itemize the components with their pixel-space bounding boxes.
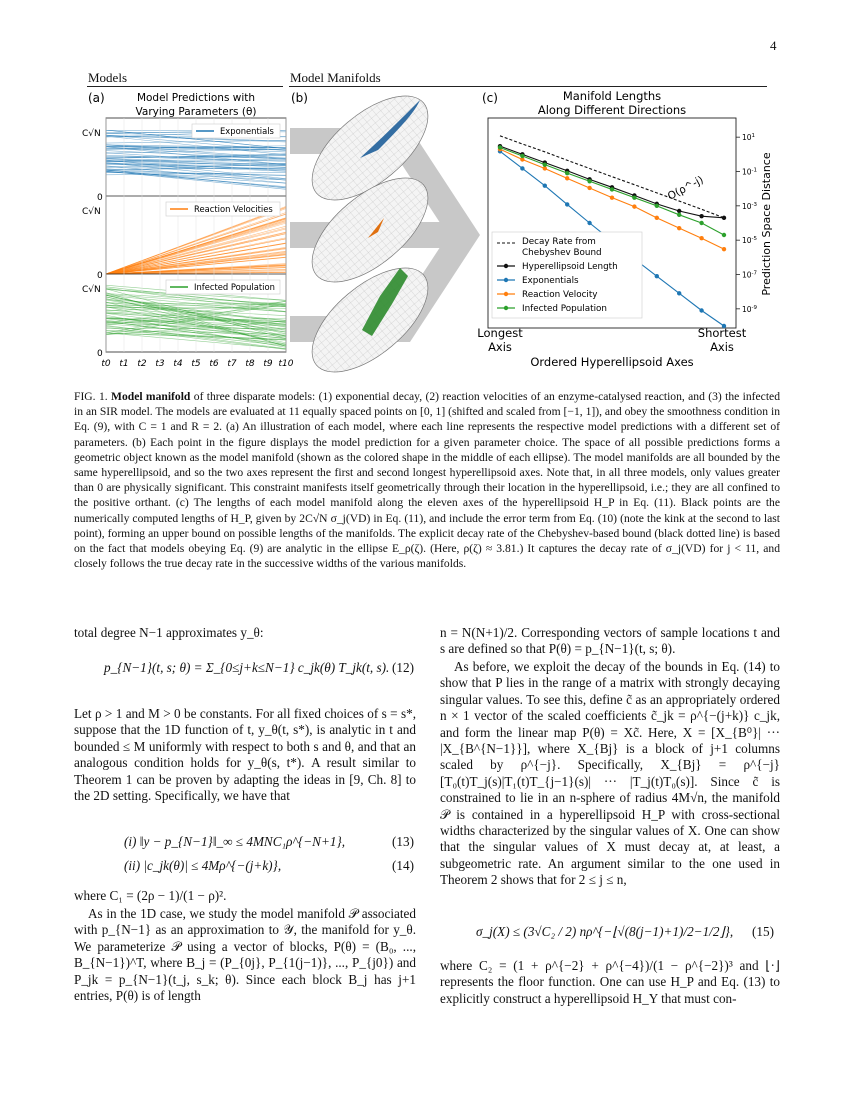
xlabel-longest-2: Axis	[488, 340, 512, 354]
svg-text:Infected Population: Infected Population	[194, 282, 275, 292]
panel-c-ytick: $10^{-9}$	[742, 304, 758, 314]
panel-a-ytick-zero-3: 0	[97, 349, 103, 359]
series-point	[655, 216, 659, 220]
left-col-p4: As in the 1D case, we study the model manifold 𝒫 associated with p_{N−1} as an approximation to 𝒴, the manifold for y_θ. We parameterize 𝒫 using a vector of blocks, P(θ) = (B₀, ..., B_{N−1})^T, where B_j = (P_{0j}, P_{1(j−1)}, ..., P_{j0}) and P_jk = p_{N−1}(t_j, s_k; θ). Since each block B_j has j+1 entries, P(θ) is of length	[74, 906, 416, 1004]
panel-a-xtick: t8	[245, 359, 255, 369]
panel-c-legend	[492, 232, 642, 318]
panel-a-label: (a)	[88, 91, 105, 105]
panel-a-ytick-top-1: C√N	[82, 129, 101, 139]
panel-c-title-1: Manifold Lengths	[562, 89, 662, 103]
svg-text:Reaction Velocities: Reaction Velocities	[194, 204, 273, 214]
series-point	[722, 247, 726, 251]
panel-a-xtick: t10	[278, 359, 294, 369]
svg-text:Decay Rate from: Decay Rate from	[522, 237, 596, 247]
series-point	[565, 202, 569, 206]
panel-a-xticks	[101, 359, 293, 369]
xlabel-shortest-1: Shortest	[697, 326, 747, 340]
panel-c-title-2: Along Different Directions	[537, 103, 687, 117]
svg-text:Exponentials: Exponentials	[220, 126, 274, 136]
series-point	[699, 236, 703, 240]
panel-a-ytick-zero-1: 0	[97, 193, 103, 203]
xlabel-longest-1: Longest	[477, 326, 523, 340]
series-point	[655, 274, 659, 278]
svg-text:Hyperellipsoid Length: Hyperellipsoid Length	[522, 262, 618, 272]
left-col-p1: total degree N−1 approximates y_θ:	[74, 625, 264, 640]
panel-a-xtick: t0	[101, 359, 111, 369]
series-point	[699, 308, 703, 312]
series-point	[677, 213, 681, 217]
series-point	[587, 221, 591, 225]
series-point	[677, 291, 681, 295]
right-col-p1: n = N(N+1)/2. Corresponding vectors of sample locations t and s are defined so that P(θ) = p_{N−1}(t, s; θ).	[440, 625, 780, 657]
series-point	[677, 226, 681, 230]
equation-15-number: (15)	[752, 924, 774, 939]
panel-c-xlabel: Ordered Hyperellipsoid Axes	[530, 355, 694, 369]
series-point	[610, 187, 614, 191]
panel-a-ytick-zero-2: 0	[97, 271, 103, 281]
series-point	[632, 204, 636, 208]
left-col-p2: Let ρ > 1 and M > 0 be constants. For all fixed choices of s = s*, suppose that the 1D function of t, y_θ(t, s*), is analytic in t and bounded ≤ M uniformly with respect to both s and θ, and that an analogous condition holds for y_θ(s, t*). A result similar to Theorem 1 can be proven by adapting the ideas in [9, Ch. 8] to the 2D setting. Specifically, we have that	[74, 706, 416, 804]
panel-a-xtick: t5	[191, 359, 201, 369]
series-point	[565, 176, 569, 180]
panel-a-xtick: t2	[137, 359, 147, 369]
series-point	[520, 166, 524, 170]
equation-13: (i) ‖y − p_{N−1}‖_∞ ≤ 4MNC₁ρ^{−N+1},	[124, 834, 346, 849]
panel-c-yticks	[736, 133, 758, 314]
panel-a-title-2: Varying Parameters (θ)	[135, 106, 257, 118]
panel-c-ytick: $10^{-7}$	[742, 270, 758, 280]
panel-c-ytick: $10^{-5}$	[742, 236, 758, 246]
series-point	[655, 204, 659, 208]
panel-a-plots	[106, 118, 286, 352]
panel-a-xtick: t3	[155, 359, 165, 369]
series-point	[722, 233, 726, 237]
series-point	[699, 221, 703, 225]
caption-fig-label: FIG. 1.	[74, 390, 108, 403]
equation-12-number: (12)	[392, 660, 414, 675]
panel-a-ytick-top-3: C√N	[82, 285, 101, 295]
legend-exponentials	[192, 124, 280, 138]
series-point	[722, 216, 726, 220]
right-col-p2: As before, we exploit the decay of the bounds in Eq. (14) to show that P lies in the range of a matrix with strongly decaying singular values. To see this, define c̃ as an appropriately ordered n × 1 vector of the scaled coefficients c̃_jk = ρ^{−(j+k)} c_jk, and form the linear map P(θ) = Xc̃. Here, X = [X_{B⁰}| ··· |X_{B^{N−1}}], where X_{Bj} is a block of j+1 columns scaled by ρ^{−j}. Specifically, X_{Bj} = ρ^{−j}[T₀(t)T_j(s)|T₁(t)T_{j−1}(s)| ··· |T_j(t)T₀(s)]. Since c̃ is constrained to lie in an n-sphere of radius 4M√n, the manifold 𝒫 is contained in a hyperellipsoid H_P with cross-sectional widths characterized by the singular values of X. One can show that the singular values of X must decay at, at least, a subgeometric rate. An argument similar to the one used in Theorem 2 shows that for 2 ≤ j ≤ n,	[440, 659, 780, 888]
panel-a-xtick: t6	[209, 359, 219, 369]
decay-annotation: O(ρ^-j)	[665, 173, 706, 203]
panel-c-label: (c)	[482, 91, 498, 105]
section-label-manifolds: Model Manifolds	[290, 70, 381, 85]
series-point	[677, 209, 681, 213]
series-point	[543, 162, 547, 166]
svg-text:Reaction Velocity: Reaction Velocity	[522, 290, 598, 300]
series-point	[610, 195, 614, 199]
panel-c-ytick: $10^1$	[742, 133, 756, 143]
equation-14: (ii) |c_jk(θ)| ≤ 4Mρ^{−(j+k)},	[124, 858, 282, 873]
right-col-p3: where C₂ = (1 + ρ^{−2} + ρ^{−4})/(1 − ρ^{−2})³ and ⌊·⌋ represents the floor function. One can use H_P and Eq. (13) to explicitly construct a hyperellipsoid H_Y that must con-	[440, 958, 780, 1006]
legend-reaction-velocities	[166, 202, 280, 216]
svg-text:Exponentials: Exponentials	[522, 276, 579, 286]
svg-text:Infected Population: Infected Population	[522, 304, 607, 314]
figure-caption	[74, 389, 780, 571]
panel-a-ytick-top-2: C√N	[82, 207, 101, 217]
panel-b-label: (b)	[291, 91, 308, 105]
panel-a-xtick: t1	[119, 359, 129, 369]
caption-bold: Model manifold	[111, 390, 191, 403]
equation-12: p_{N−1}(t, s; θ) = Σ_{0≤j+k≤N−1} c_jk(θ) T_jk(t, s).	[104, 660, 390, 675]
section-label-models: Models	[88, 70, 127, 85]
figure-1	[0, 0, 850, 385]
panel-a-xtick: t4	[173, 359, 183, 369]
caption-text: of three disparate models: (1) exponential decay, (2) reaction velocities of an enzyme-catalysed reaction, and (3) the infected in an SIR model. The models are evaluated at 11 equally spaced points on [0, 1] (shifted and scaled from [−1, 1]), and obey the smoothness condition in Eq. (9), with C = 1 and R = 2. (a) An illustration of each model, where each line represents the respective model predictions with a different set of parameters. (b) Each point in the figure displays the model prediction for a given parameter choice. The space of all possible predictions forms a geometric object known as the model manifold (shown as the colored shape in the middle of each ellipse). The model manifolds are all bounded by the same hyperellipsoid, and so the two axes represent the first and second longest hyperellipsoid axes. Note that, in all three models, only values greater than 0 are physically significant. This constraint manifests itself geometrically through their location in the hyperellipsoid, i.e.; they are all confined to the positive orthant. (c) The lengths of each model manifold along the eleven axes of the hyperellipsoid H_P in Eq. (11). Black points are the numerically computed lengths of H_P, given by 2C√N σ_j(VD) in Eq. (11), and include the error term from Eq. (10) (note the kink at the second to last point), forming an upper bound on possible lengths of the manifolds. The explicit decay rate of the Chebyshev-based bound (black dotted line) is based on the fact that models obeying Eq. (9) are analytic in the ellipse E_ρ(ζ). (Here, ρ(ζ) ≈ 3.81.) It captures the decay rate of σ_j(VD) for j < 11, and closely follows the true decay rate in the successive widths of the various manifolds.	[74, 390, 780, 571]
xlabel-shortest-2: Axis	[710, 340, 734, 354]
panel-c-ylabel: Prediction Space Distance	[760, 152, 773, 296]
legend-infected-population	[166, 280, 280, 294]
left-col-p3: where C₁ = (2ρ − 1)/(1 − ρ)².	[74, 888, 227, 903]
series-point	[543, 183, 547, 187]
panel-a-xtick: t9	[263, 359, 273, 369]
series-point	[543, 166, 547, 170]
equation-13-number: (13)	[392, 834, 414, 849]
series-point	[498, 145, 502, 149]
panel-a-title-1: Model Predictions with	[136, 92, 256, 104]
series-point	[587, 179, 591, 183]
equation-15: σ_j(X) ≤ (3√C₂ / 2) nρ^{−⌊√(8(j−1)+1)/2−1/2⌋},	[476, 924, 734, 939]
panel-a-xtick: t7	[227, 359, 237, 369]
page-number: 4	[770, 38, 777, 53]
series-point	[632, 195, 636, 199]
equation-14-number: (14)	[392, 858, 414, 873]
series-point	[520, 154, 524, 158]
series-point	[699, 214, 703, 218]
series-point	[587, 186, 591, 190]
panel-c-ytick: $10^{-3}$	[742, 201, 758, 211]
svg-text:Chebyshev Bound: Chebyshev Bound	[522, 248, 602, 258]
panel-c-ytick: $10^{-1}$	[742, 167, 758, 177]
series-point	[565, 171, 569, 175]
